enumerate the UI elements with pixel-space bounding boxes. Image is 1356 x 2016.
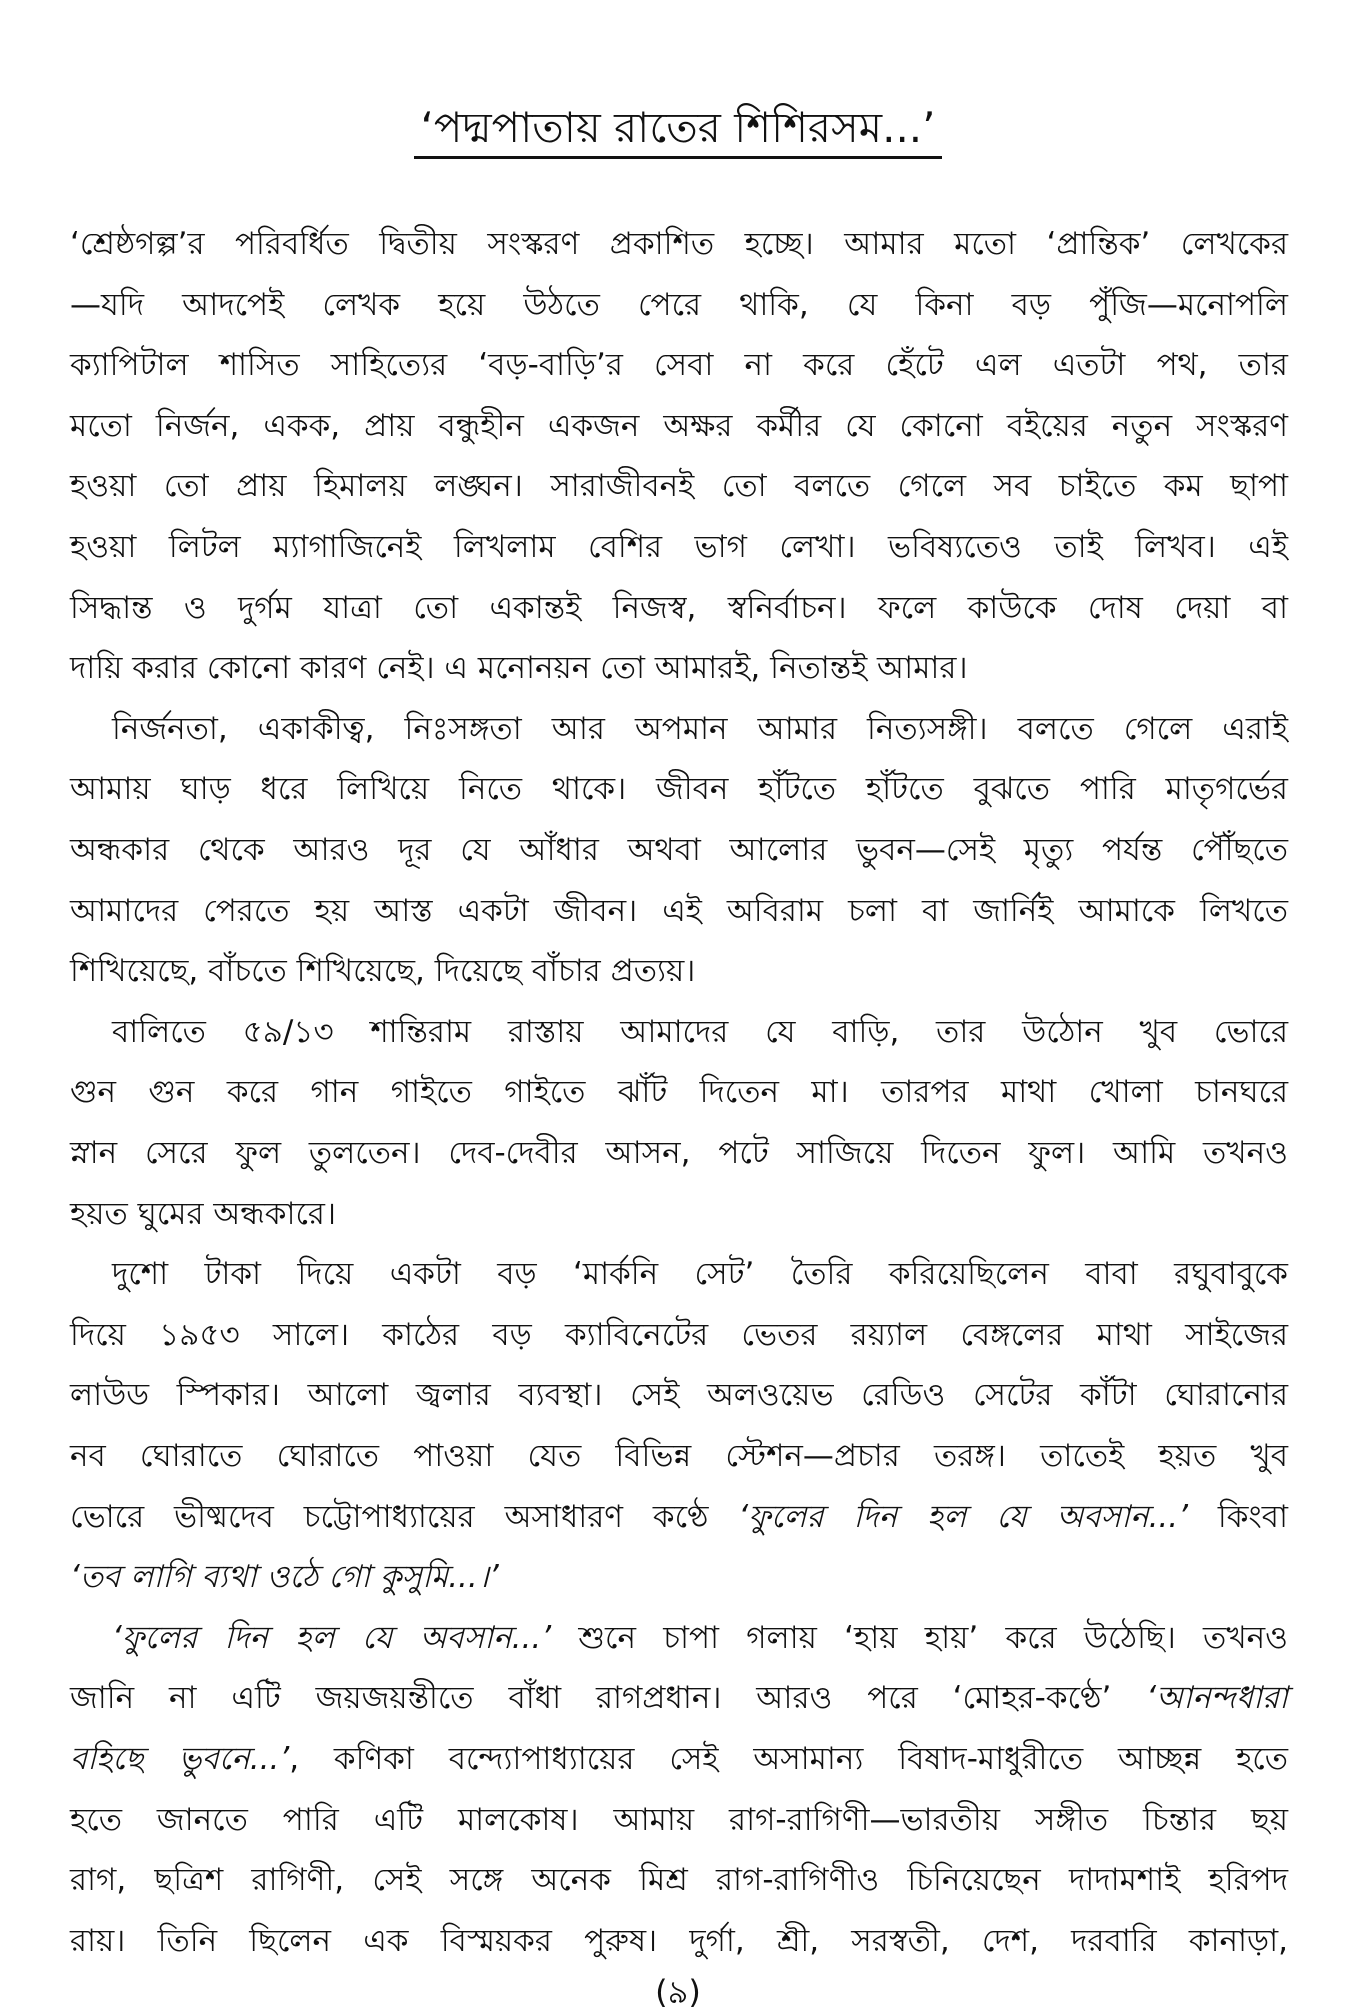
text-line: [112, 1252, 1288, 1296]
text-line: [70, 464, 1288, 508]
text-segment: হওয়া তো প্রায় হিমালয় লঙ্ঘন। সারাজীবনই তো বলতে গেলে সব চাইতে কম ছাপা: [70, 468, 1288, 505]
text-line: [70, 525, 1288, 569]
text-segment: শিখিয়েছে, বাঁচতে শিখিয়েছে, দিয়েছে বাঁচার প্রত্যয়।: [70, 953, 696, 990]
text-line: [70, 343, 1288, 387]
text-segment: জানি না এটি জয়জয়ন্তীতে বাঁধা রাগপ্রধান। আরও পরে ‘মোহর-কণ্ঠে’: [70, 1680, 1147, 1717]
text-line: [70, 1676, 1288, 1720]
text-segment: আমায় ঘাড় ধরে লিখিয়ে নিতে থাকে। জীবন হাঁটতে হাঁটতে বুঝতে পারি মাতৃগর্ভের: [70, 771, 1288, 808]
text-segment: ভোরে ভীষ্মদেব চট্টোপাধ্যায়ের অসাধারণ কণ্ঠে: [70, 1498, 739, 1535]
text-line: [70, 1434, 1288, 1478]
text-segment: ক্যাপিটাল শাসিত সাহিত্যের ‘বড়-বাড়ি’র সেবা না করে হেঁটে এল এতটা পথ, তার: [70, 347, 1288, 384]
text-line: [112, 1010, 1288, 1054]
text-line: [70, 828, 1288, 872]
text-segment: লাউড স্পিকার। আলো জ্বলার ব্যবস্থা। সেই অলওয়েভ রেডিও সেটের কাঁটা ঘোরানোর: [70, 1377, 1288, 1414]
text-segment: দায়ি করার কোনো কারণ নেই। এ মনোনয়ন তো আমারই, নিতান্তই আমার।: [70, 650, 968, 687]
text-segment: হওয়া লিটল ম্যাগাজিনেই লিখলাম বেশির ভাগ লেখা। ভবিষ্যতেও তাই লিখব। এই: [70, 529, 1288, 565]
text-segment: নব ঘোরাতে ঘোরাতে পাওয়া যেত বিভিন্ন স্টেশন—প্রচার তরঙ্গ। তাতেই হয়ত খুব: [70, 1438, 1288, 1474]
text-segment: দিয়ে ১৯৫৩ সালে। কাঠের বড় ক্যাবিনেটের ভেতর রয়্যাল বেঙ্গলের মাথা সাইজের: [70, 1316, 1288, 1353]
text-segment: —যদি আদপেই লেখক হয়ে উঠতে পেরে থাকি, যে কিনা বড় পুঁজি—মনোপলি: [70, 286, 1288, 323]
text-line: [112, 707, 1288, 751]
text-segment: নির্জনতা, একাকীত্ব, নিঃসঙ্গতা আর অপমান আমার নিত্যসঙ্গী। বলতে গেলে এরাই: [112, 710, 1288, 747]
text-line: [70, 1495, 1288, 1539]
page-number: (৯): [655, 1973, 701, 2011]
text-line: [70, 1858, 1288, 1902]
text-segment: রাগ, ছত্রিশ রাগিণী, সেই সঙ্গে অনেক মিশ্র রাগ-রাগিণীও চিনিয়েছেন দাদামশাই হরিপদ: [70, 1862, 1288, 1899]
text-line: [70, 1131, 1288, 1175]
text-line: [70, 404, 1288, 448]
text-segment: , কণিকা বন্দ্যোপাধ্যায়ের সেই অসামান্য বিষাদ-মাধুরীতে আচ্ছন্ন হতে: [289, 1741, 1288, 1777]
text-segment: হয়ত ঘুমের অন্ধকারে।: [70, 1195, 337, 1232]
text-line: [70, 1919, 1288, 1963]
text-segment: সিদ্ধান্ত ও দুর্গম যাত্রা তো একান্তই নিজস্ব, স্বনির্বাচন। ফলে কাউকে দোষ দেয়া বা: [70, 589, 1288, 626]
text-line: [70, 222, 1288, 266]
text-segment: বালিতে ৫৯/১৩ শান্তিরাম রাস্তায় আমাদের যে বাড়ি, তার উঠোন খুব ভোরে: [112, 1013, 1288, 1050]
text-segment: রায়। তিনি ছিলেন এক বিস্ময়কর পুরুষ। দুর্গা, শ্রী, সরস্বতী, দেশ, দরবারি কানাড়া,: [70, 1922, 1288, 1959]
text-line: [70, 949, 1288, 993]
text-line: [70, 767, 1288, 811]
text-segment: স্নান সেরে ফুল তুলতেন। দেব-দেবীর আসন, পটে সাজিয়ে দিতেন ফুল। আমি তখনও: [70, 1135, 1288, 1171]
text-line: [112, 1616, 1288, 1660]
text-line: [70, 646, 1288, 690]
text-line: [70, 1192, 1288, 1236]
italic-quote: ‘আনন্দধারা: [1146, 1680, 1288, 1717]
text-line: [70, 1070, 1288, 1114]
italic-quote: বহিছে ভুবনে...’: [70, 1741, 290, 1777]
text-segment: মতো নির্জন, একক, প্রায় বন্ধুহীন একজন অক্ষর কর্মীর যে কোনো বইয়ের নতুন সংস্করণ: [70, 407, 1288, 444]
text-line: [70, 1555, 1288, 1599]
text-line: [70, 1798, 1288, 1842]
text-segment: কিংবা: [1188, 1498, 1289, 1535]
italic-quote: ‘ফুলের দিন হল যে অবসান...’: [112, 1619, 552, 1656]
text-segment: আমাদের পেরতে হয় আস্ত একটা জীবন। এই অবিরাম চলা বা জার্নিই আমাকে লিখতে: [70, 892, 1288, 929]
text-segment: অন্ধকার থেকে আরও দূর যে আঁধার অথবা আলোর ভুবন—সেই মৃত্যু পর্যন্ত পৌঁছতে: [70, 832, 1288, 868]
text-line: [70, 1373, 1288, 1417]
text-line: [70, 1313, 1288, 1357]
text-segment: গুন গুন করে গান গাইতে গাইতে ঝাঁট দিতেন মা। তারপর মাথা খোলা চানঘরে: [70, 1074, 1288, 1111]
text-segment: শুনে চাপা গলায় ‘হায় হায়’ করে উঠেছি। তখনও: [551, 1619, 1288, 1656]
text-line: [70, 586, 1288, 630]
text-segment: দুশো টাকা দিয়ে একটা বড় ‘মার্কনি সেট’ তৈরি করিয়েছিলেন বাবা রঘুবাবুকে: [112, 1256, 1288, 1293]
text-segment: হতে জানতে পারি এটি মালকোষ। আমায় রাগ-রাগিণী—ভারতীয় সঙ্গীত চিন্তার ছয়: [70, 1801, 1288, 1838]
title-text: ‘পদ্মপাতায় রাতের শিশিরসম...’: [414, 103, 941, 159]
text-line: [70, 1737, 1288, 1781]
page-title: [0, 100, 1356, 156]
italic-quote: ‘তব লাগি ব্যথা ওঠে গো কুসুমি...।’: [70, 1559, 499, 1596]
italic-quote: ‘ফুলের দিন হল যে অবসান...’: [738, 1498, 1188, 1535]
text-line: [70, 283, 1288, 327]
text-line: [70, 889, 1288, 933]
text-segment: ‘শ্রেষ্ঠগল্প’র পরিবর্ধিত দ্বিতীয় সংস্করণ প্রকাশিত হচ্ছে। আমার মতো ‘প্রান্তিক’ লেখকের: [70, 226, 1288, 262]
